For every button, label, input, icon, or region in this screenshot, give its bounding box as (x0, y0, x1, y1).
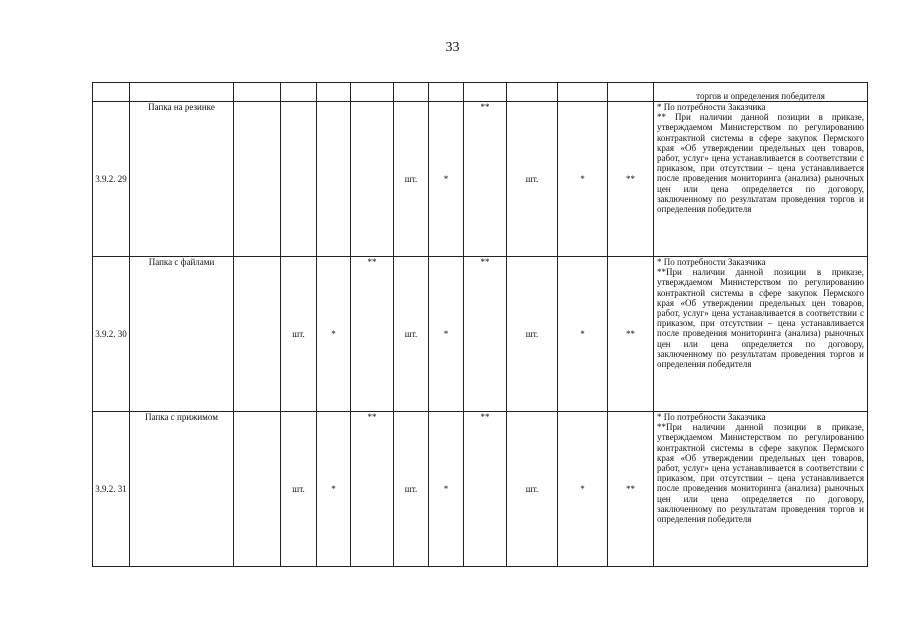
note-line: * По потребности Заказчика (657, 412, 766, 422)
cell-qty-3: * (558, 102, 608, 257)
note-line: **При наличии данной позиции в приказе, утверждаемом Министерством по регулированию контрактной системы в сфере закупок Пермского края «Об утверждении предельных цен товаров, работ, услуг» цена устанавливается в соответствии с приказом, при отсутствии – цена устанавливается после проведения мониторинга (анализа) рыночных цен или цена определяется по договору, заключенному по результатам проведения торгов и определения победителя (657, 422, 864, 525)
table-row (93, 257, 868, 412)
requirements-table (92, 82, 868, 567)
cell-qty-1 (317, 102, 351, 257)
cell-unit-3: шт. (507, 257, 558, 412)
row-number: 3.9.2. 31 (93, 412, 130, 567)
cell-unit-1 (281, 102, 317, 257)
cell-qty-1: * (317, 412, 351, 567)
note-line: * По потребности Заказчика (657, 102, 766, 112)
note-cell (654, 412, 868, 567)
item-name: Папка с файлами (130, 257, 234, 412)
note-line: * По потребности Заказчика (657, 257, 766, 267)
cell-price-3: ** (608, 257, 654, 412)
note-line: **При наличии данной позиции в приказе, утверждаемом Министерством по регулированию контрактной системы в сфере закупок Пермского края «Об утверждении предельных цен товаров, работ, услуг» цена устанавливается в соответствии с приказом, при отсутствии – цена устанавливается после проведения мониторинга (анализа) рыночных цен или цена определяется по договору, заключенному по результатам проведения торгов и определения победителя (657, 267, 864, 370)
cell-price-2: ** (464, 412, 507, 567)
cell-qty-1: * (317, 257, 351, 412)
cell-price-1: ** (351, 257, 394, 412)
cell-c3 (234, 102, 281, 257)
cell-c3 (234, 412, 281, 567)
cell-qty-2: * (429, 257, 464, 412)
cell-unit-3: шт. (507, 412, 558, 567)
continuation-note: торгов и определения победителя (654, 83, 868, 102)
cell-price-2: ** (464, 102, 507, 257)
cell-unit-2: шт. (394, 257, 429, 412)
cell-price-3: ** (608, 412, 654, 567)
item-name: Папка на резинке (130, 102, 234, 257)
page-number: 33 (445, 40, 460, 55)
cell-qty-3: * (558, 412, 608, 567)
continuation-row (93, 83, 868, 102)
item-name: Папка с прижимом (130, 412, 234, 567)
note-line: ** При наличии данной позиции в приказе, утверждаемом Министерством по регулированию контрактной системы в сфере закупок Пермского края «Об утверждении предельных цен товаров, работ, услуг» цена устанавливается в соответствии с приказом, при отсутствии – цена устанавливается после проведения мониторинга (анализа) рыночных цен или цена определяется по договору, заключенному по результатам проведения торгов и определения победителя (657, 112, 864, 215)
cell-unit-3: шт. (507, 102, 558, 257)
cell-qty-2: * (429, 102, 464, 257)
note-cell (654, 102, 868, 257)
cell-qty-3: * (558, 257, 608, 412)
cell-unit-1: шт. (281, 412, 317, 567)
row-number: 3.9.2. 29 (93, 102, 130, 257)
table-row (93, 102, 868, 257)
note-cell (654, 257, 868, 412)
cell-price-3: ** (608, 102, 654, 257)
cell-unit-1: шт. (281, 257, 317, 412)
cell-unit-2: шт. (394, 102, 429, 257)
cell-price-1 (351, 102, 394, 257)
cell-price-2: ** (464, 257, 507, 412)
cell-price-1: ** (351, 412, 394, 567)
cell-unit-2: шт. (394, 412, 429, 567)
cell-c3 (234, 257, 281, 412)
row-number: 3.9.2. 30 (93, 257, 130, 412)
cell-qty-2: * (429, 412, 464, 567)
table-row (93, 412, 868, 567)
